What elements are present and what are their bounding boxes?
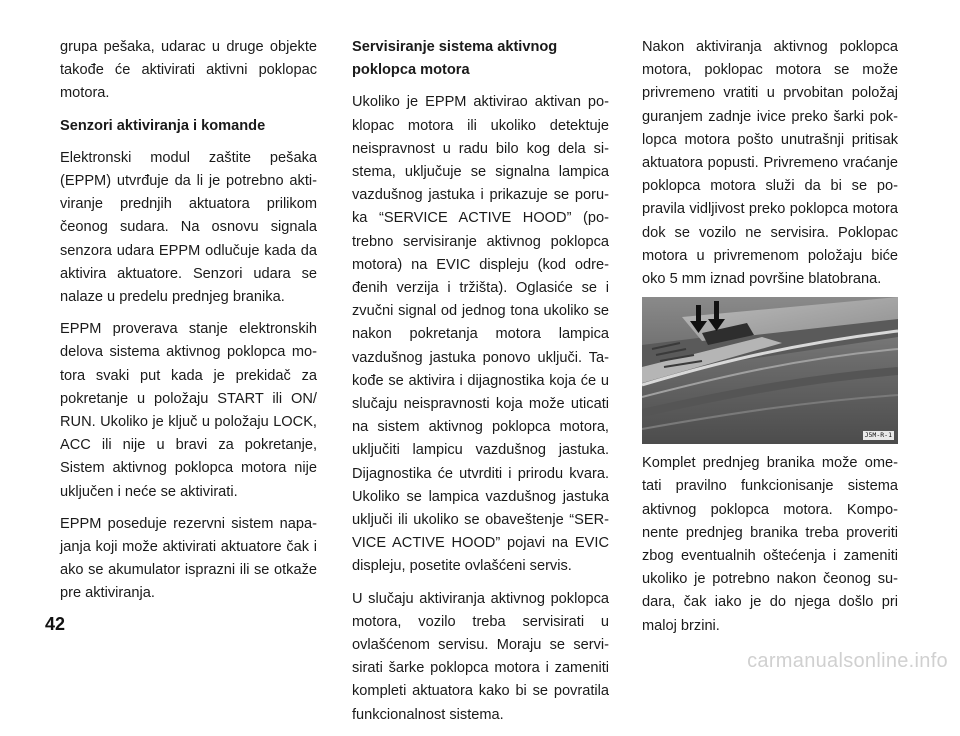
page-number: 42 bbox=[45, 614, 66, 634]
paragraph-continuation: grupa pešaka, udarac u druge objekte takođe će aktivirati aktivni poklopac motora. bbox=[60, 39, 317, 102]
text-column-right bbox=[642, 36, 898, 647]
text-column-left bbox=[60, 36, 317, 615]
figure-code: J5M-R-1 bbox=[864, 431, 892, 440]
watermark: carmanualsonline.info bbox=[747, 650, 948, 672]
paragraph-eppm-module: Elektronski modul zaštite pešaka (EPPM) utvrđuje da li je potrebno aktiviranje prednjih aktuatora prilikom čeonog sudara. Na osnovu signala senzora udara EPPM odlučuje kada da aktivira aktuatore. Senzori udara se nalaze u predelu prednjeg branika. bbox=[60, 149, 317, 306]
paragraph-bumper: Komplet prednjeg branika može ometati pravilno funkcionisanje sistema aktivnog poklopca motora. Komponente prednjeg branika treba proveriti zbog eventualnih oštećenja i zameniti ukoliko je potrebno nakon čeonog sudara, čak iako je do njega došlo pri maloj brzini. bbox=[642, 455, 898, 634]
hood-hinge-illustration bbox=[642, 297, 898, 444]
paragraph-hood-reset: Nakon aktiviranja aktivnog poklopca motora, poklopac motora se može privremeno vratiti u prvobitan položaj guranjem zadnje ivice preko šarki poklopca motora pošto unutrašnji pritisak aktuatora popusti. Privremeno vraćanje poklopca motora služi da bi se popravila vidljivost preko poklopca motora dok se vozilo ne servisira. Poklopac motora u privremenom položaju biće oko 5 mm iznad površine blatobrana. bbox=[642, 39, 898, 288]
text-column-middle bbox=[352, 36, 609, 736]
paragraph-service-required: U slučaju aktiviranja aktivnog poklopca motora, vozilo treba servisirati u ovlašćenom servisu. Moraju se servisirati šarke poklopca motora i zameniti kompleti aktuatora kako bi se povratila funkcionalnost sistema. bbox=[352, 590, 609, 723]
hood-hinge-photo bbox=[642, 297, 898, 444]
paragraph-backup-power: EPPM poseduje rezervni sistem napajanja koji može aktivirati aktuatore čak i ako se akumulator isprazni ili se otkaže pre aktiviranja. bbox=[60, 515, 317, 602]
paragraph-eppm-check: EPPM proverava stanje elektronskih delova sistema aktivnog poklopca motora svaki put kada je prekidač za pokretanje u položaju START ili ON/ RUN. Ukoliko je ključ u položaju LOCK, ACC ili nije u bravi za pokretanje, Sistem aktivnog poklopca motora nije uključen i neće se aktivirati. bbox=[60, 321, 317, 500]
paragraph-service-warning: Ukoliko je EPPM aktivirao aktivan poklopac motora ili ukoliko detektuje neispravnost u radu bilo kog dela sistema, uključuje se signalna lampica vazdušnog jastuka i prikazuje se poruka “SERVICE ACTIVE HOOD” (potrebno servisiranje aktivnog poklopca motora) na EVIC displeju (kod određenih verzija i tržišta). Oglasiće se i zvučni signal od jednog tona ukoliko se nakon pokretanja motora lampica vazdušnog jastuka ponovo uključi. Takođe se aktivira i dijagnostika koja će u slučaju neispravnosti koja može uticati na sistem aktivnog poklopca motora, uključiti lampicu vazdušnog jastuka. Dijagnostika će utvrditi i prirodu kvara. Ukoliko se lampica vazdušnog jastuka uključi ili ukoliko se obaveštenje “SERVICE ACTIVE HOOD” pojavi na EVIC displeju, posetite ovlašćeni servis. bbox=[352, 94, 609, 575]
section-heading-sensors: Senzori aktiviranja i komande bbox=[60, 117, 266, 134]
section-heading-service: Servisiranje sistema aktivnog poklopca motora bbox=[352, 39, 558, 79]
